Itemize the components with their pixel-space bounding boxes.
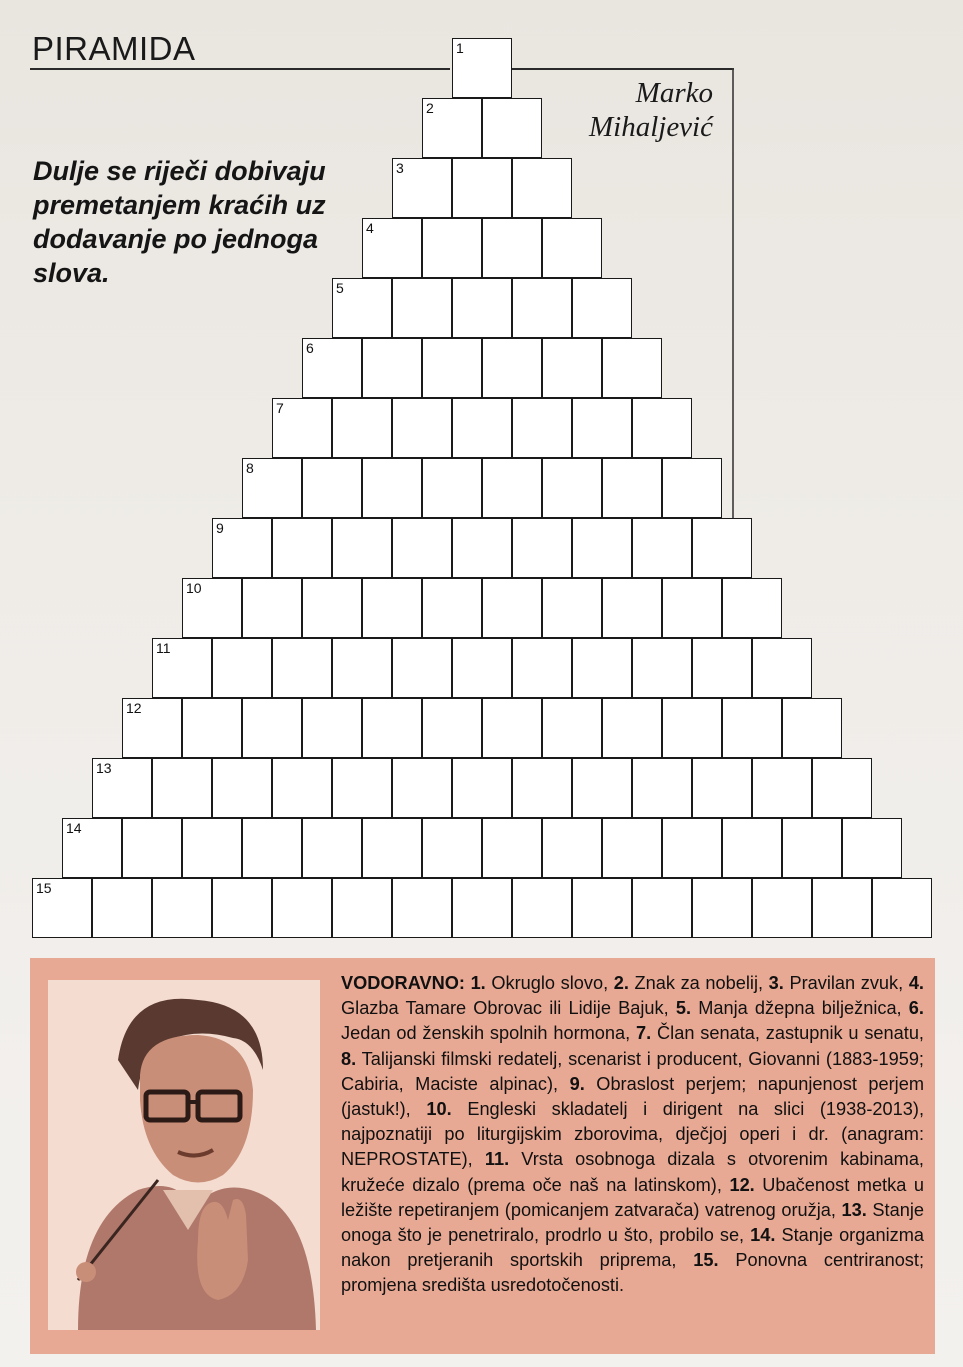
grid-cell[interactable] xyxy=(542,218,602,278)
grid-cell[interactable] xyxy=(452,638,512,698)
clue-number: 6. xyxy=(908,998,924,1019)
grid-cell[interactable] xyxy=(392,878,452,938)
grid-cell[interactable] xyxy=(212,878,272,938)
grid-cell[interactable] xyxy=(392,518,452,578)
row-number: 8 xyxy=(246,460,254,476)
grid-cell[interactable] xyxy=(752,638,812,698)
grid-cell[interactable] xyxy=(692,758,752,818)
grid-cell[interactable] xyxy=(182,818,242,878)
row-number: 13 xyxy=(96,760,112,776)
grid-cell[interactable] xyxy=(362,338,422,398)
grid-cell[interactable] xyxy=(752,758,812,818)
grid-cell[interactable] xyxy=(452,278,512,338)
title-divider xyxy=(30,68,450,70)
row-number: 1 xyxy=(456,40,464,56)
grid-cell[interactable] xyxy=(152,758,212,818)
clue-number: 4. xyxy=(908,973,924,993)
row-number: 12 xyxy=(126,700,142,716)
grid-cell[interactable] xyxy=(662,458,722,518)
grid-cell[interactable] xyxy=(452,158,512,218)
grid-cell[interactable] xyxy=(152,638,212,698)
grid-cell[interactable] xyxy=(302,698,362,758)
row-number: 2 xyxy=(426,100,434,116)
title-divider-right xyxy=(512,68,734,70)
grid-cell[interactable] xyxy=(482,458,542,518)
grid-cell[interactable] xyxy=(392,398,452,458)
row-number: 3 xyxy=(396,160,404,176)
clue-text: Jedan od ženskih spolnih hormona, xyxy=(341,1023,631,1044)
grid-cell[interactable] xyxy=(332,758,392,818)
clue-number: 12. xyxy=(729,1174,755,1195)
grid-cell[interactable] xyxy=(542,818,602,878)
grid-cell[interactable] xyxy=(122,698,182,758)
grid-cell[interactable] xyxy=(542,458,602,518)
grid-cell[interactable] xyxy=(602,578,662,638)
grid-cell[interactable] xyxy=(362,218,422,278)
grid-cell[interactable] xyxy=(332,878,392,938)
grid-cell[interactable] xyxy=(572,398,632,458)
clue-text: Okruglo slovo, xyxy=(491,973,609,993)
clue-heading: VODORAVNO: xyxy=(341,973,465,993)
grid-cell[interactable] xyxy=(512,518,572,578)
clue-number: 3. xyxy=(768,973,784,993)
clue-text: Ubačenost metka u ležište repetiranjem (pomicanjem zatvarača) vatrenog oružja, xyxy=(341,1174,924,1220)
grid-cell[interactable] xyxy=(122,818,182,878)
clue-text: Engleski skladatelj i dirigent na slici (1938-2013), najpoznatiji po liturgijskim zborovima, dječjoj operi i dr. (anagram: NEPROSTATE), xyxy=(341,1099,925,1170)
clue-number: 2. xyxy=(613,973,629,993)
row-number: 4 xyxy=(366,220,374,236)
grid-cell[interactable] xyxy=(692,638,752,698)
grid-cell[interactable] xyxy=(272,638,332,698)
grid-cell[interactable] xyxy=(662,698,722,758)
clue-number: 11. xyxy=(484,1149,510,1170)
grid-cell[interactable] xyxy=(332,278,392,338)
grid-cell[interactable] xyxy=(692,518,752,578)
grid-cell[interactable] xyxy=(482,338,542,398)
grid-cell[interactable] xyxy=(662,818,722,878)
grid-cell[interactable] xyxy=(572,518,632,578)
grid-cell[interactable] xyxy=(632,638,692,698)
grid-cell[interactable] xyxy=(212,638,272,698)
grid-cell[interactable] xyxy=(722,818,782,878)
clue-list xyxy=(341,971,924,1299)
row-number: 9 xyxy=(216,520,224,536)
row-number: 10 xyxy=(186,580,202,596)
grid-cell[interactable] xyxy=(452,398,512,458)
grid-cell[interactable] xyxy=(362,818,422,878)
clue-text: Obraslost perjem; napunjenost perjem (jastuk!), xyxy=(341,1073,924,1120)
grid-cell[interactable] xyxy=(482,98,542,158)
grid-cell[interactable] xyxy=(572,638,632,698)
grid-cell[interactable] xyxy=(572,758,632,818)
grid-cell[interactable] xyxy=(332,638,392,698)
grid-cell[interactable] xyxy=(242,578,302,638)
row-number: 15 xyxy=(36,880,52,896)
grid-cell[interactable] xyxy=(512,878,572,938)
row-number: 7 xyxy=(276,400,284,416)
grid-cell[interactable] xyxy=(512,398,572,458)
puzzle-instructions: Dulje se riječi dobivaju premetanjem kraćih uz dodavanje po jednoga slova. xyxy=(33,156,326,288)
grid-cell[interactable] xyxy=(692,878,752,938)
grid-cell[interactable] xyxy=(542,338,602,398)
grid-cell[interactable] xyxy=(782,818,842,878)
clue-number: 7. xyxy=(636,1023,652,1044)
grid-cell[interactable] xyxy=(842,818,902,878)
grid-cell[interactable] xyxy=(482,218,542,278)
grid-cell[interactable] xyxy=(872,878,932,938)
clue-text: Pravilan zvuk, xyxy=(789,973,904,993)
grid-cell[interactable] xyxy=(332,518,392,578)
clue-number: 1. xyxy=(470,973,486,993)
grid-cell[interactable] xyxy=(302,818,362,878)
grid-cell[interactable] xyxy=(242,698,302,758)
grid-cell[interactable] xyxy=(392,278,452,338)
grid-cell[interactable] xyxy=(242,818,302,878)
grid-cell[interactable] xyxy=(722,578,782,638)
grid-cell[interactable] xyxy=(422,218,482,278)
grid-cell[interactable] xyxy=(452,38,512,98)
grid-cell[interactable] xyxy=(542,698,602,758)
grid-cell[interactable] xyxy=(272,398,332,458)
grid-cell[interactable] xyxy=(512,638,572,698)
grid-cell[interactable] xyxy=(392,638,452,698)
grid-cell[interactable] xyxy=(302,578,362,638)
author-first-name: Marko xyxy=(635,77,713,109)
grid-cell[interactable] xyxy=(422,818,482,878)
clue-number: 5. xyxy=(675,998,692,1019)
grid-cell[interactable] xyxy=(182,698,242,758)
clue-number: 14. xyxy=(750,1225,776,1246)
grid-cell[interactable] xyxy=(452,518,512,578)
grid-cell[interactable] xyxy=(512,758,572,818)
clue-number: 8. xyxy=(341,1048,357,1069)
grid-cell[interactable] xyxy=(572,878,632,938)
grid-cell[interactable] xyxy=(212,518,272,578)
grid-cell[interactable] xyxy=(572,278,632,338)
clue-text: Ponovna centriranost; promjena središta usredotočenosti. xyxy=(341,1250,925,1296)
grid-cell[interactable] xyxy=(152,878,212,938)
grid-cell[interactable] xyxy=(92,758,152,818)
grid-cell[interactable] xyxy=(362,578,422,638)
grid-cell[interactable] xyxy=(632,878,692,938)
grid-cell[interactable] xyxy=(602,698,662,758)
row-number: 11 xyxy=(156,640,171,656)
grid-cell[interactable] xyxy=(512,158,572,218)
clue-number: 13. xyxy=(841,1199,867,1220)
grid-cell[interactable] xyxy=(452,878,512,938)
grid-cell[interactable] xyxy=(482,818,542,878)
puzzle-title: PIRAMIDA xyxy=(32,30,196,67)
clue-text: Stanje organizma nakon pretjeranih sportskih priprema, xyxy=(341,1225,924,1271)
clue-text: Manja džepna bilježnica, xyxy=(698,998,902,1019)
grid-cell[interactable] xyxy=(302,338,362,398)
grid-cell[interactable] xyxy=(602,458,662,518)
grid-cell[interactable] xyxy=(392,158,452,218)
grid-cell[interactable] xyxy=(332,398,392,458)
clue-text: Vrsta osobnoga dizala s otvorenim kabinama, kružeće dizalo (prema oče naš na latinskom), xyxy=(341,1149,924,1195)
grid-cell[interactable] xyxy=(362,458,422,518)
grid-cell[interactable] xyxy=(482,578,542,638)
grid-cell[interactable] xyxy=(512,278,572,338)
grid-cell[interactable] xyxy=(32,878,92,938)
author-name xyxy=(589,76,713,144)
grid-cell[interactable] xyxy=(422,338,482,398)
clue-text: Glazba Tamare Obrovac ili Lidije Bajuk, xyxy=(341,998,669,1019)
grid-cell[interactable] xyxy=(632,518,692,578)
grid-cell[interactable] xyxy=(782,698,842,758)
clue-number: 10. xyxy=(426,1099,452,1120)
grid-cell[interactable] xyxy=(92,878,152,938)
clue-text: Znak za nobelij, xyxy=(634,973,764,993)
clue-text: Talijanski filmski redatelj, scenarist i producent, Giovanni (1883-1959; Cabiria, Maciste alpinac), xyxy=(341,1048,924,1094)
grid-cell[interactable] xyxy=(182,578,242,638)
grid-cell[interactable] xyxy=(662,578,722,638)
clue-number: 15. xyxy=(693,1250,719,1271)
clue-text: Stanje onoga što je penetriralo, prodrlo u što, probilo se, xyxy=(341,1199,924,1246)
grid-cell[interactable] xyxy=(242,458,302,518)
grid-cell[interactable] xyxy=(602,818,662,878)
grid-cell[interactable] xyxy=(722,698,782,758)
grid-cell[interactable] xyxy=(422,698,482,758)
row-number: 5 xyxy=(336,280,344,296)
grid-cell[interactable] xyxy=(422,458,482,518)
clue-text: Član senata, zastupnik u senatu, xyxy=(657,1023,924,1044)
grid-cell[interactable] xyxy=(392,758,452,818)
grid-cell[interactable] xyxy=(602,338,662,398)
grid-cell[interactable] xyxy=(542,578,602,638)
composer-photo-illustration xyxy=(48,980,320,1330)
grid-cell[interactable] xyxy=(62,818,122,878)
grid-cell[interactable] xyxy=(632,758,692,818)
grid-cell[interactable] xyxy=(752,878,812,938)
grid-cell[interactable] xyxy=(632,398,692,458)
row-number: 6 xyxy=(306,340,314,356)
grid-cell[interactable] xyxy=(422,98,482,158)
grid-cell[interactable] xyxy=(272,758,332,818)
grid-cell[interactable] xyxy=(302,458,362,518)
composer-photo xyxy=(48,980,320,1330)
grid-cell[interactable] xyxy=(812,758,872,818)
grid-cell[interactable] xyxy=(272,878,332,938)
clue-number: 9. xyxy=(569,1073,585,1094)
grid-cell[interactable] xyxy=(812,878,872,938)
author-last-name: Mihaljević xyxy=(588,111,713,143)
grid-cell[interactable] xyxy=(452,758,512,818)
grid-cell[interactable] xyxy=(362,698,422,758)
grid-cell[interactable] xyxy=(422,578,482,638)
grid-cell[interactable] xyxy=(482,698,542,758)
grid-cell[interactable] xyxy=(212,758,272,818)
grid-cell[interactable] xyxy=(272,518,332,578)
row-number: 14 xyxy=(66,820,82,836)
